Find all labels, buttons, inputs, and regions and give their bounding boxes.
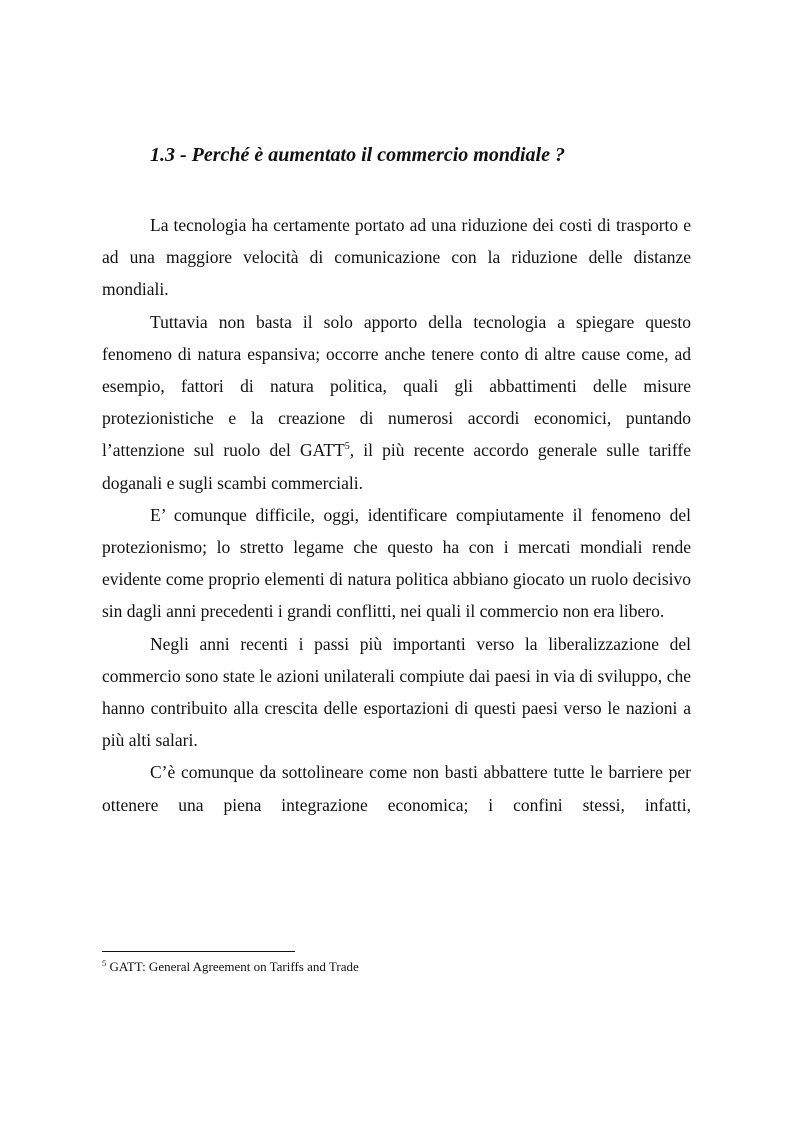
section-heading: 1.3 - Perché è aumentato il commercio mondiale ? [150,144,565,166]
paragraph-technology: La tecnologia ha certamente portato ad una riduzione dei costi di trasporto e ad una maggiore velocità di comunicazione con la riduzione delle distanze mondiali. [102,215,691,300]
footnote [102,958,359,976]
footnote-text: GATT: General Agreement on Tariffs and Trade [106,959,359,974]
paragraph-integration: C’è comunque da sottolineare come non basti abbattere tutte le barriere per ottenere una piena integrazione economica; i confini stessi, infatti, [102,762,691,815]
footnote-marker: 5 [102,958,107,968]
paragraph-politics [102,306,691,499]
footnote-separator [102,951,295,952]
footnote-reference: 5 [344,441,350,453]
paragraph-protectionism: E’ comunque difficile, oggi, identificare compiutamente il fenomeno del protezionismo; lo stretto legame che questo ha con i mercati mondiali rende evidente come proprio elementi di natura politica abbiano giocato un ruolo decisivo sin dagli anni precedenti i grandi conflitti, nei quali il commercio non era libero. [102,504,691,622]
paragraph-liberalization: Negli anni recenti i passi più importanti verso la liberalizzazione del commercio sono state le azioni unilaterali compiute dai paesi in via di sviluppo, che hanno contribuito alla crescita delle esportazioni di questi paesi verso le nazioni a più alti salari. [102,633,691,751]
paragraph-politics-text: Tuttavia non basta il solo apporto della tecnologia a spiegare questo fenomeno di natura espansiva; occorre anche tenere conto di altre cause come, ad esempio, fattori di natura politica, quali gli abbattimenti delle misure protezionistiche e la creazione di numerosi accordi economici, puntando l’attenzione sul ruolo del GATT [102,311,691,461]
paragraph-politics-text-end: , il più recente accordo generale sulle tariffe doganali e sugli scambi commerciali. [102,440,691,493]
body-text [102,209,691,821]
